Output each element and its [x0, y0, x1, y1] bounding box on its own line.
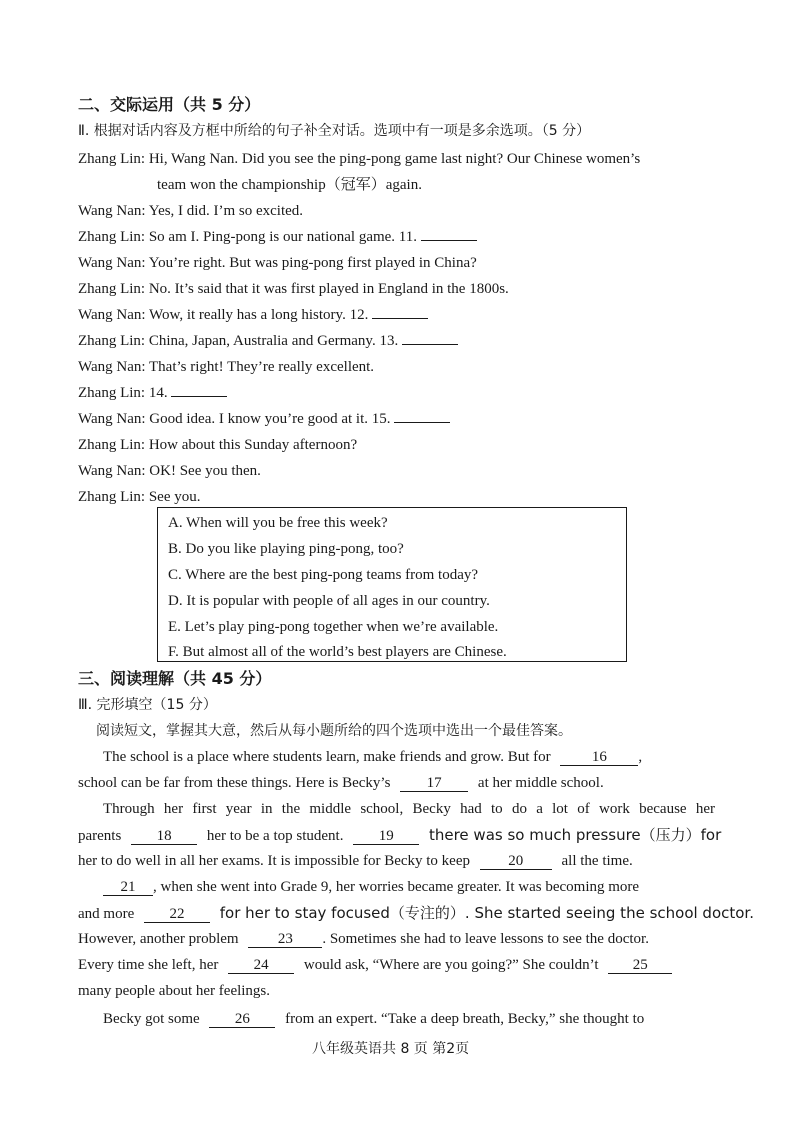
speaker: Zhang Lin: — [78, 437, 146, 453]
speaker: Wang Nan: — [78, 203, 146, 219]
option-f: F. But almost all of the world’s best players are Chinese. — [168, 644, 507, 660]
answer-blank-11[interactable] — [421, 240, 477, 241]
passage-text: , when she went into Grade 9, her worries became greater. It was becoming more — [153, 879, 640, 895]
dialogue-line — [78, 228, 477, 246]
dialogue-line — [78, 384, 227, 402]
utterance: How about this Sunday afternoon? — [148, 437, 358, 453]
passage-text: there was so much pressure（压力）for — [428, 826, 722, 844]
passage-text: would ask, “Where are you going?” She couldn’t — [303, 957, 599, 973]
section3-sub: Ⅲ. 完形填空（15 分） — [78, 697, 217, 713]
blank-18[interactable]: 18 — [131, 828, 197, 845]
passage-text: all the time. — [561, 853, 633, 869]
blank-21[interactable]: 21 — [103, 879, 153, 896]
blank-22[interactable]: 22 — [144, 906, 210, 923]
utterance: That’s right! They’re really excellent. — [149, 359, 375, 375]
option-a: A. When will you be free this week? — [168, 515, 388, 531]
answer-blank-12[interactable] — [372, 318, 428, 319]
dialogue-line — [78, 358, 374, 376]
utterance: OK! See you then. — [149, 463, 261, 479]
dialogue-line — [78, 488, 201, 506]
utterance: team won the championship（冠军）again. — [157, 177, 422, 193]
passage-line — [78, 774, 604, 792]
section2-heading: 二、交际运用（共 5 分） — [78, 95, 261, 114]
passage-text: Every time she left, her — [78, 957, 219, 973]
blank-24[interactable]: 24 — [228, 957, 294, 974]
blank-17[interactable]: 17 — [400, 775, 468, 792]
speaker: Zhang Lin: — [78, 333, 146, 349]
speaker: Wang Nan: — [78, 411, 146, 427]
passage-line: Through her first year in the middle school, Becky had to do a lot of work because her — [103, 801, 715, 817]
passage-text: her to be a top student. — [206, 828, 344, 844]
utterance: So am I. Ping-pong is our national game. 11. — [148, 229, 417, 245]
blank-16[interactable]: 16 — [560, 749, 638, 766]
passage-line: many people about her feelings. — [78, 983, 271, 999]
dialogue-line — [78, 202, 303, 220]
passage-text: and more — [78, 906, 135, 922]
passage-text: parents — [78, 828, 122, 844]
dialogue-line — [78, 306, 428, 324]
dialogue-line — [78, 462, 261, 480]
passage-line — [78, 930, 649, 948]
utterance: No. It’s said that it was first played in England in the 1800s. — [148, 281, 509, 297]
option-b: B. Do you like playing ping-pong, too? — [168, 541, 404, 557]
passage-line — [103, 1010, 644, 1028]
passage-line — [78, 852, 633, 870]
passage-line — [78, 904, 754, 923]
section3-instruction: 阅读短文，掌握其大意，然后从每小题所给的四个选项中选出一个最佳答案。 — [96, 723, 572, 739]
section3-heading: 三、阅读理解（共 45 分） — [78, 669, 272, 688]
option-d: D. It is popular with people of all ages in our country. — [168, 593, 490, 609]
utterance: Hi, Wang Nan. Did you see the ping-pong game last night? Our Chinese women’s — [148, 151, 641, 167]
passage-line — [78, 826, 721, 845]
utterance: See you. — [148, 489, 201, 505]
answer-blank-13[interactable] — [402, 344, 458, 345]
passage-text: school can be far from these things. Here is Becky’s — [78, 775, 391, 791]
blank-20[interactable]: 20 — [480, 853, 552, 870]
dialogue-line — [78, 332, 458, 350]
utterance: Good idea. I know you’re good at it. 15. — [149, 411, 391, 427]
blank-25[interactable]: 25 — [608, 957, 672, 974]
speaker: Wang Nan: — [78, 359, 146, 375]
section2-instruction: Ⅱ. 根据对话内容及方框中所给的句子补全对话。选项中有一项是多余选项。（5 分） — [78, 123, 591, 139]
dialogue-line — [78, 150, 640, 168]
options-box — [157, 507, 627, 662]
blank-26[interactable]: 26 — [209, 1011, 275, 1028]
answer-blank-14[interactable] — [171, 396, 227, 397]
passage-text: her to do well in all her exams. It is impossible for Becky to keep — [78, 853, 470, 869]
dialogue-line — [78, 410, 450, 428]
blank-23[interactable]: 23 — [248, 931, 322, 948]
speaker: Zhang Lin: — [78, 229, 146, 245]
option-e: E. Let’s play ping-pong together when we’re available. — [168, 619, 499, 635]
passage-text: at her middle school. — [477, 775, 604, 791]
dialogue-line — [78, 254, 477, 272]
utterance: Yes, I did. I’m so excited. — [148, 203, 304, 219]
answer-blank-15[interactable] — [394, 422, 450, 423]
passage-text: The school is a place where students learn, make friends and grow. But for — [103, 749, 551, 765]
utterance: Wow, it really has a long history. 12. — [149, 307, 369, 323]
passage-text: . Sometimes she had to leave lessons to see the doctor. — [322, 931, 649, 947]
page-footer: 八年级英语共 8 页 第2页 — [312, 1041, 470, 1057]
dialogue-line — [157, 176, 422, 194]
blank-19[interactable]: 19 — [353, 828, 419, 845]
speaker: Wang Nan: — [78, 307, 146, 323]
speaker: Wang Nan: — [78, 463, 146, 479]
passage-text: for her to stay focused（专注的）. She started seeing the school doctor. — [219, 904, 754, 922]
passage-line — [103, 878, 639, 896]
passage-line: The school is a place where students learn, make friends and grow. But for 16 , — [103, 749, 643, 765]
passage-text: from an expert. “Take a deep breath, Becky,” she thought to — [285, 1011, 645, 1027]
speaker: Zhang Lin: — [78, 281, 146, 297]
passage-text: However, another problem — [78, 931, 239, 947]
passage-text: Becky got some — [103, 1011, 200, 1027]
dialogue-line — [78, 280, 509, 298]
option-c: C. Where are the best ping-pong teams from today? — [168, 567, 479, 583]
speaker: Zhang Lin: — [78, 151, 146, 167]
speaker: Wang Nan: — [78, 255, 146, 271]
utterance: You’re right. But was ping-pong first played in China? — [148, 255, 477, 271]
speaker: Zhang Lin: — [78, 489, 146, 505]
passage-line — [78, 956, 672, 974]
dialogue-line — [78, 436, 357, 454]
utterance: 14. — [148, 385, 168, 401]
utterance: China, Japan, Australia and Germany. 13. — [148, 333, 399, 349]
speaker: Zhang Lin: — [78, 385, 146, 401]
